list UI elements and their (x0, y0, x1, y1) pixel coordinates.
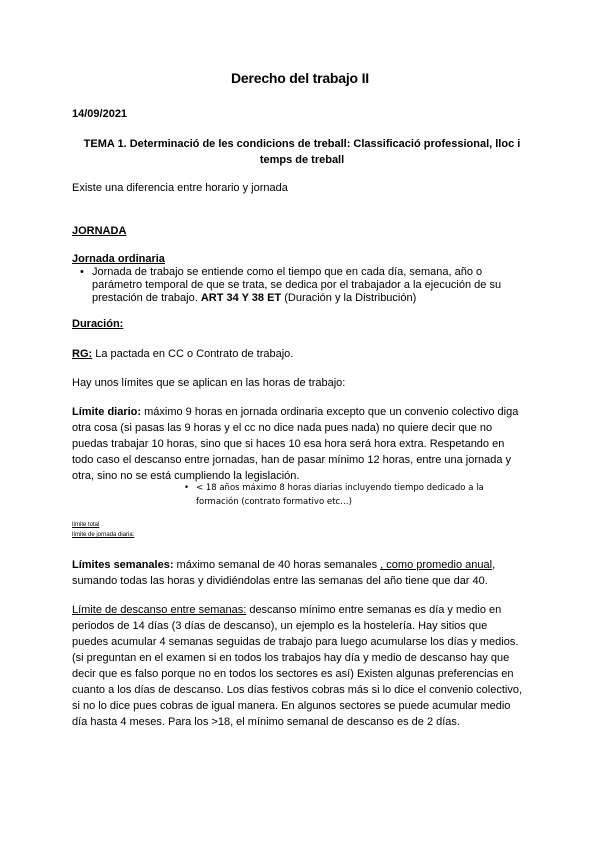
ordinaria-heading: Jornada ordinaria (72, 253, 165, 265)
descanso-line4: (si preguntan en el examen si en todos los trabajos hay día y medio de descanso hay que (72, 652, 510, 664)
tiny-note-1: límite total (72, 522, 100, 528)
semanales-text1: máximo semanal de 40 horas semanales (173, 559, 381, 571)
limite-diario-line3: puedas trabajar 10 horas, sino que si haces 10 esa hora será hora extra. Respetando en (72, 438, 505, 450)
jornada-heading: JORNADA (72, 225, 127, 237)
descanso-paragraph (72, 602, 552, 730)
descanso-line8: día hasta 4 meses. Para los >18, el mínimo semanal de descanso es de 2 días. (72, 716, 460, 728)
limite-diario-line1: máximo 9 horas en jornada ordinaria excepto que un convenio colectivo diga (141, 406, 519, 418)
descanso-line6: cuanto a los días de descanso. Los días festivos cobras más si lo dice el convenio colectivo, (72, 684, 523, 696)
semanales-label: Límites semanales: (72, 559, 174, 571)
descanso-line2: periodos de 14 días (3 días de descanso), un ejemplo es la hostelería. Hay sitios que (72, 620, 488, 632)
bullet-marker: • (184, 483, 190, 493)
intro-text: Existe una diferencia entre horario y jornada (72, 182, 288, 194)
bullet-marker: • (80, 266, 84, 278)
limite-diario-line4: todo caso el descanso entre jornadas, han de pasar mínimo 12 horas, entre una jornada y (72, 454, 512, 466)
menores-bullet (184, 481, 514, 509)
limite-diario-paragraph (72, 404, 542, 484)
descanso-line1: descanso mínimo entre semanas es día y medio en (246, 604, 502, 616)
descanso-line3: puedes acumular 4 semanas seguidas de trabajo para luego acumularse los días y medios. (72, 636, 519, 648)
ordinaria-bullet-suffix: (Duración y la Distribución) (281, 292, 417, 304)
document-title: Derecho del trabajo II (231, 70, 369, 86)
semanales-paragraph (72, 557, 542, 589)
ordinaria-bullet (80, 266, 540, 305)
semanales-text2: , (492, 559, 496, 571)
ordinaria-bullet-line2: parámetro temporal de que se trata, se dedica por el trabajador a la ejecución de su (92, 279, 502, 291)
limite-diario-label: Límite diario: (72, 406, 142, 418)
ordinaria-bullet-line3 (80, 292, 540, 305)
ordinaria-bullet-prefix: prestación de trabajo. (92, 292, 201, 304)
tema-heading-line1: TEMA 1. Determinació de les condicions de treball: Classificació professional, lloc i (83, 138, 521, 150)
menores-line2: formación (contrato formativo etc…) (196, 497, 352, 507)
menores-line1: < 18 años máximo 8 horas diarias incluyendo tiempo dedicado a la (196, 483, 484, 493)
article-reference: ART 34 Y 38 ET (200, 292, 282, 304)
semanales-underlined: , como promedio anual (380, 559, 493, 571)
rg-label: RG: (72, 348, 93, 360)
rg-text: La pactada en CC o Contrato de trabajo. (92, 348, 294, 360)
limite-diario-line2: otra cosa (si pasas las 9 horas y el cc no dice nada pues nada) no quiere decir que no (72, 422, 493, 434)
semanales-line2: sumando todas las horas y dividiéndolas entre las semanas del año tiene que dar 40. (72, 575, 488, 587)
limits-intro: Hay unos límites que se aplican en las horas de trabajo: (72, 377, 346, 389)
descanso-line7: si no lo dice pues cobras de igual manera. En algunos sectores se puede acumular medio (72, 700, 511, 712)
duracion-heading: Duración: (72, 318, 124, 330)
rg-paragraph (72, 346, 293, 362)
tema-heading (72, 136, 532, 168)
document-date: 14/09/2021 (72, 108, 128, 120)
descanso-line5: decir que es falso porque no en todos los sectores es así) Existen algunas preferencias en (72, 668, 514, 680)
limite-diario-line5: otra, sino no se está cumpliendo la legislación. (72, 470, 300, 482)
descanso-label: Límite de descanso entre semanas: (72, 604, 247, 616)
tema-heading-line2: temps de treball (259, 154, 345, 166)
ordinaria-bullet-line1: Jornada de trabajo se entiende como el tiempo que en cada día, semana, año o (92, 266, 483, 278)
tiny-note-2: límite de jornada diaria: (72, 532, 135, 538)
